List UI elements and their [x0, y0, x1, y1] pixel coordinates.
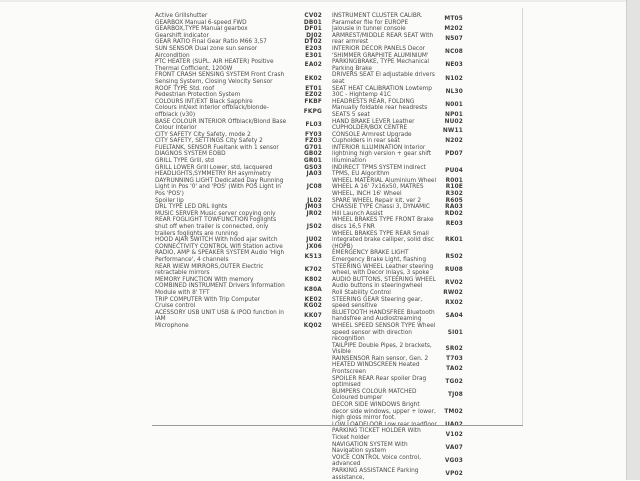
option-description: Microphone [155, 322, 189, 329]
option-row [332, 362, 463, 375]
option-row [155, 99, 322, 106]
option-description: NAVIGATION SYSTEM With Navigation system [332, 441, 408, 455]
option-code: KK07 [304, 313, 322, 320]
option-row [332, 13, 463, 26]
option-code: K802 [304, 276, 322, 283]
option-code: GR01 [303, 158, 322, 165]
option-description: MEMORY FUNCTION With memory [155, 276, 254, 283]
option-description: HOOD AJAR SWITCH With hood ajar switch [155, 237, 278, 244]
option-description: DAYRUNNING LIGHT Dedicated Day Running Light in Pos '0' and 'POS' (With POS Light In Pos 'POS') [155, 177, 284, 198]
scan-right-edge [626, 0, 640, 480]
option-code: NU02 [444, 118, 463, 125]
option-code: NE03 [445, 62, 463, 69]
option-description: ARMREST/MIDDLE REAR SEAT With rear armrest [332, 32, 434, 46]
option-description: DIAGNOS SYSTEM EOBD [155, 151, 226, 158]
option-row [155, 158, 322, 165]
option-row [332, 323, 463, 343]
option-row [332, 26, 463, 33]
option-row [155, 105, 322, 118]
option-code: FZ03 [304, 138, 322, 145]
option-code: T703 [446, 355, 463, 362]
option-code: E301 [305, 52, 322, 59]
option-code: RA03 [445, 204, 463, 211]
option-row [155, 53, 322, 60]
option-row [332, 376, 463, 389]
option-description: REAR WIEW MIRRORS,OUTER Electric retractable mirrors [155, 263, 264, 277]
option-description: SPARE WHEEL Repair kit, ver 2 [332, 197, 422, 204]
option-row [155, 26, 322, 33]
option-row [155, 303, 322, 310]
option-row [155, 13, 322, 20]
option-row [155, 323, 322, 330]
option-row [332, 402, 463, 422]
option-description: PARKING TICKET HOLDER With Ticket holder [332, 428, 421, 441]
option-row [155, 151, 322, 158]
option-row [332, 356, 463, 363]
option-description: RADIO, AMP & SPEAKER SYSTEM Audio 'High Performance', 4 channels [155, 250, 285, 263]
option-code: JA03 [306, 171, 322, 178]
option-row [155, 46, 322, 53]
option-row [155, 39, 322, 46]
option-row [332, 99, 463, 112]
option-code: N507 [445, 36, 463, 43]
option-code: VP02 [445, 471, 463, 478]
option-description: INSTRUMENT CLUSTER CALIBR. Parameter file for EUROPE [332, 13, 423, 26]
option-description: BUMPERS COLOUR MATCHED Coloured bumper [332, 388, 417, 402]
option-row [155, 198, 322, 205]
option-row [155, 283, 322, 296]
option-row [155, 138, 322, 145]
option-code: M202 [444, 26, 463, 33]
option-code: TA02 [446, 365, 463, 372]
option-row [332, 178, 463, 185]
option-description: STEERING GEAR Steering gear, speed sensitive [332, 296, 423, 310]
option-code: TG02 [445, 378, 463, 385]
option-code: DT02 [304, 39, 322, 46]
option-description: Jalousie in tunnel console [332, 26, 406, 33]
option-row [155, 119, 322, 132]
option-description: TAILPIPE Double Pipes, 2 brackets, Visible [332, 342, 432, 356]
option-row [155, 277, 322, 284]
option-column-left [155, 13, 322, 330]
option-row [332, 204, 463, 211]
option-code: JM03 [305, 204, 322, 211]
option-row [155, 72, 322, 85]
option-code: RD02 [444, 210, 463, 217]
option-row [155, 92, 322, 99]
option-code: DJ02 [306, 32, 322, 39]
option-description: WHEEL BRAKES TYPE REAR Small integrated brake calliper, solid disc (HOPB) [332, 230, 434, 250]
option-description: FUELTANK, SENSOR Fueltank with 1 sensor [155, 144, 279, 151]
option-row [155, 250, 322, 263]
option-description: Cupholders in rear seat [332, 138, 400, 145]
option-code: FKBF [304, 98, 322, 105]
option-description: SUN SENSOR Dual zone sun sensor [155, 45, 258, 52]
option-code: EZ02 [304, 92, 322, 99]
option-row [332, 86, 463, 99]
option-row [332, 389, 463, 402]
option-description: REAR FOGLIGHT TOWFUNCTION Foglights shut off when trailer is connected, only trailers foglights are running [155, 217, 277, 237]
option-row [155, 171, 322, 178]
option-code: R605 [445, 197, 463, 204]
option-row [332, 72, 463, 85]
option-row [332, 46, 463, 59]
option-description: HEADLIGHTS,SYMMETRY RH asymmetry [155, 171, 271, 178]
option-code: JC08 [306, 184, 322, 191]
option-code: V102 [445, 431, 463, 438]
option-row [155, 59, 322, 72]
option-description: SEATS 5 seat [332, 111, 370, 118]
option-row [332, 184, 463, 191]
option-description: MUSIC SERVER Music server copying only [155, 210, 276, 217]
option-description: Active Grillshutter [155, 13, 208, 19]
option-code: FKPG [303, 108, 322, 115]
option-code: RX02 [445, 299, 463, 306]
option-description: COMBINED INSTRUMENT Drivers Information Module with 8' TFT [155, 283, 285, 296]
option-description: Colours int/ext interior offblack/blonde-offblack (v30) [155, 105, 269, 118]
option-row [155, 264, 322, 277]
option-row [155, 310, 322, 323]
option-code: K702 [304, 266, 322, 273]
option-code: K513 [304, 253, 322, 260]
option-description: WHEEL MATERIAL Aluminium Wheel [332, 177, 437, 184]
option-code: RS02 [445, 253, 463, 260]
option-row [332, 198, 463, 205]
option-description: WHEEL SPEED SENSOR TYPE Wheel speed sensor with direction recognition [332, 322, 436, 343]
option-code: KG02 [303, 303, 322, 310]
option-row [155, 297, 322, 304]
option-code: R10E [445, 184, 463, 191]
option-row [155, 244, 322, 251]
option-row [332, 165, 463, 178]
option-row [332, 59, 463, 72]
option-code: ET01 [305, 85, 322, 92]
option-row [155, 237, 322, 244]
option-code: G701 [304, 144, 322, 151]
option-description: COLOURS INT/EXT Black Sapphire [155, 98, 253, 105]
option-row [332, 264, 463, 277]
option-description: INDIRECT TPMS SYSTEM Indirect TPMS, EU Algorithm [332, 164, 426, 178]
option-description: SEAT HEAT CALIBRATION Lowtemp 30C - Hightemp 41C [332, 85, 432, 99]
option-code: NC08 [445, 49, 463, 56]
option-description: Cruise control [155, 303, 196, 310]
option-description: PTC HEATER (SUPL. AIR HEATER) Positive Thermal Cofficient, 1200W [155, 59, 274, 72]
option-code: JL02 [307, 197, 322, 204]
option-code: NL30 [445, 88, 463, 95]
option-description: DRIVERS SEAT El adjustable drivers seat [332, 72, 435, 85]
option-description: GEARBOX,TYPE Manual gearbox [155, 26, 248, 33]
option-description: STEERING WHEEL Leather steering wheel, with Decor Inlays, 3 spoke [332, 263, 434, 277]
option-code: JX06 [306, 243, 322, 250]
option-row [155, 178, 322, 198]
option-code: E203 [305, 45, 322, 52]
option-code: RE03 [445, 220, 463, 227]
option-code: PD07 [445, 151, 463, 158]
option-row [332, 145, 463, 165]
option-code: VG03 [444, 458, 463, 465]
option-description: Pedestrian Protection System [155, 92, 241, 99]
option-row [332, 125, 463, 138]
option-row [155, 165, 322, 172]
option-row [332, 468, 463, 481]
option-row [332, 138, 463, 145]
option-code: SA04 [445, 313, 463, 320]
option-row [155, 86, 322, 93]
option-row [332, 290, 463, 297]
option-code: SR02 [445, 345, 463, 352]
option-code: KQ02 [303, 322, 322, 329]
option-description: HEATED WINDSCREEN Heated Frontscreen [332, 362, 420, 376]
option-code: N001 [445, 102, 463, 109]
option-code: RU08 [444, 266, 463, 273]
option-description: ACESSORY USB UNIT USB & IPOD function in IAM [155, 309, 284, 323]
option-code: EK02 [304, 75, 322, 82]
option-row [332, 455, 463, 468]
option-description: CITY SAFETY City Safety, mode 2 [155, 131, 251, 138]
option-description: CHASSIE TYPE Chassi 3, DYNAMIC [332, 204, 430, 211]
option-row [155, 211, 322, 218]
option-code: RK01 [445, 237, 463, 244]
table-bottom-border-rule [152, 425, 523, 426]
option-code: SI01 [447, 329, 463, 336]
option-code: GB02 [303, 151, 322, 158]
option-description: WHEEL BRAKES TYPE FRONT Brake discs 16,5 FNR [332, 217, 434, 230]
option-description: TRIP COMPUTER With Trip Computer [155, 296, 261, 303]
option-row [332, 231, 463, 251]
option-code: FL03 [305, 121, 322, 128]
option-code: DF01 [304, 26, 322, 33]
option-description: GEAR RATIO Final Gear Ratio M66 3,57 [155, 39, 267, 46]
option-row [332, 112, 463, 119]
option-row [332, 250, 463, 263]
table-right-border-rule [522, 8, 523, 426]
option-row [332, 119, 463, 126]
option-code: JU02 [306, 237, 322, 244]
option-description: WHEEL, INCH 16' Wheel [332, 191, 402, 198]
scan-top-edge [0, 0, 640, 2]
option-row [332, 442, 463, 455]
option-description: WHEEL A 16' 7x16x50, MATRES [332, 184, 424, 191]
option-code: MT05 [444, 16, 463, 23]
option-column-right [332, 13, 463, 481]
option-code: RV02 [445, 280, 463, 287]
option-description: GRILL TYPE Grill, std [155, 158, 214, 165]
option-row [332, 217, 463, 230]
option-description: CUPHOLDER/BOX CENTRE CONSOLE Armrest Upgrade [332, 125, 412, 138]
option-description: Gearshift indicator [155, 32, 209, 39]
option-description: GEARBOX Manual 6-speed FWD [155, 19, 247, 26]
option-row [332, 191, 463, 198]
option-description: ROOF TYPE Std. roof [155, 85, 215, 92]
option-code: R001 [445, 177, 463, 184]
option-code: K80A [304, 286, 322, 293]
option-code: GS03 [304, 164, 322, 171]
option-description: HEADRESTS REAR, FOLDING Manually foldable rear headrests [332, 98, 428, 112]
option-row [332, 33, 463, 46]
option-code: JR02 [306, 210, 322, 217]
option-description: INTERIOR DECOR PANELS Decor 'SHIMMER GRAPHITE ALUMINIUM' [332, 45, 429, 59]
option-row [332, 310, 463, 323]
option-row [332, 428, 463, 441]
option-code: DB01 [303, 19, 322, 26]
option-code: NW11 [442, 128, 463, 135]
option-code: EA02 [304, 62, 322, 69]
option-description: HAND BRAKE LEVER Leather [332, 118, 415, 125]
option-code: N202 [445, 138, 463, 145]
option-description: INTERIOR ILLUMINATION Interior lightning high version + gear shift illumination [332, 144, 432, 165]
option-code: KE02 [304, 296, 322, 303]
option-description: VOICE CONTROL Voice control, advanced [332, 454, 422, 468]
option-description: Aircondition [155, 52, 190, 59]
option-description: SPOILER REAR Rear spoiler Drag optimised [332, 375, 427, 389]
option-row [155, 204, 322, 211]
option-description: RAINSENSOR Rain sensor, Gen. 2 [332, 355, 429, 362]
option-row [332, 343, 463, 356]
option-description: PARKING ASSISTANCE Parking assistance, [332, 467, 419, 481]
option-code: N102 [445, 75, 463, 82]
option-row [155, 132, 322, 139]
option-code: TJ08 [448, 392, 463, 399]
option-row [155, 145, 322, 152]
option-code: VA07 [445, 444, 463, 451]
option-code: JS02 [306, 224, 322, 230]
option-row [155, 20, 322, 27]
option-description: BLUETOOTH HANDSFREE Bluetooth handsfree and Audiostreaming [332, 309, 435, 323]
option-code: CV02 [304, 13, 322, 19]
option-row [332, 211, 463, 218]
option-description: EMERGENCY BRAKE LIGHT Emergency Brake Light, flashing [332, 250, 427, 263]
option-code: PU04 [445, 167, 463, 174]
option-description: FRONT CRASH SENSING SYSTEM Front Crash Sensing System, Closing Velocity Sensor [155, 72, 285, 85]
option-code: RW02 [443, 289, 463, 296]
option-description: Roll Stability Control [332, 289, 391, 296]
option-description: AUDIO BUTTONS, STEERING WHEEL Audio buttons in steeringwheel [332, 276, 436, 290]
option-row [155, 33, 322, 40]
option-code: R302 [445, 191, 463, 198]
option-description: Spoiler lip [155, 197, 184, 204]
option-description: GRILL LOWER Grill Lower, std, lacquered [155, 164, 273, 171]
option-description: PARKINGBRAKE, TYPE Mechanical Parking Brake [332, 59, 430, 72]
option-code: FY03 [304, 131, 322, 138]
option-description: CONNECTIVITY CONTROL Wifi Station active [155, 243, 283, 250]
option-row [332, 297, 463, 310]
option-description: DRL TYPE LED DRL lights [155, 204, 228, 211]
option-row [332, 277, 463, 290]
option-description: Hill Launch Assist [332, 210, 383, 217]
option-description: BASE COLOUR INTERIOR Offblack/Blond Base Colour Interior [155, 118, 287, 132]
option-description: DECOR SIDE WINDOWS Bright decor side windows, upper + lower, high gloss mirror foot. [332, 402, 436, 422]
option-row [155, 217, 322, 237]
option-code: NP01 [445, 111, 463, 118]
option-code: TM02 [444, 408, 463, 415]
option-description: CITY SAFETY, SETTINGS City Safety 2 [155, 138, 263, 145]
